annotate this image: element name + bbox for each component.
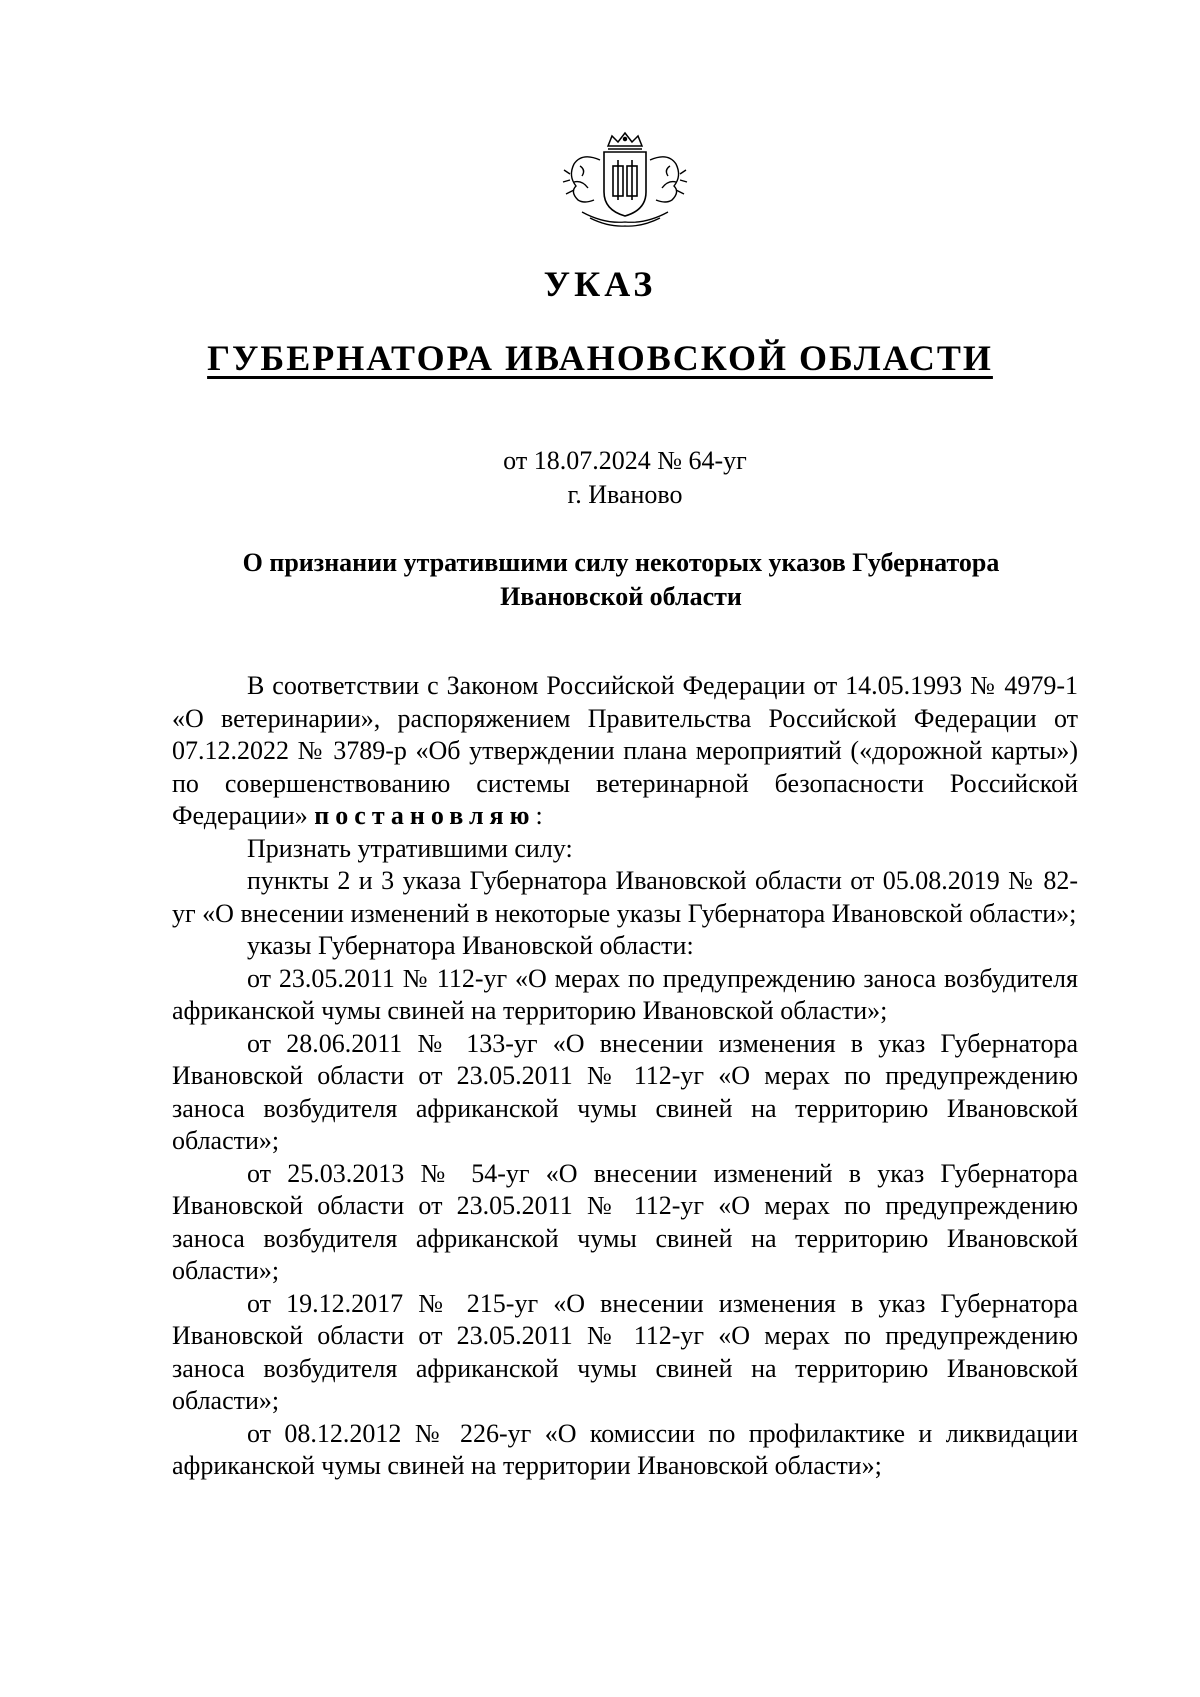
body-paragraph: от 28.06.2011 № 133-уг «О внесении изменения в указ Губернатора Ивановской области от 23.05.2011 № 112-уг «О мерах по предупреждению заноса возбудителя африканской чумы свиней на территорию Ивановской области»; xyxy=(172,1028,1078,1155)
body-paragraph: от 19.12.2017 № 215-уг «О внесении изменения в указ Губернатора Ивановской области от 23.05.2011 № 112-уг «О мерах по предупреждению заноса возбудителя африканской чумы свиней на территорию Ивановской области»; xyxy=(172,1288,1078,1415)
city: г. Иваново xyxy=(567,480,683,509)
body-paragraph: указы Губернатора Ивановской области: xyxy=(247,931,694,960)
resolve-word: постановляю xyxy=(314,801,536,830)
document-meta xyxy=(0,444,1200,512)
body-paragraph: Признать утратившими силу: xyxy=(247,833,573,863)
ribbon-icon xyxy=(582,212,668,226)
decree-label: УКАЗ xyxy=(543,264,657,304)
left-supporter-icon xyxy=(563,157,600,202)
coat-of-arms-icon xyxy=(560,130,690,230)
body-paragraph: от 08.12.2012 № 226-уг «О комиссии по профилактике и ликвидации африканской чумы свиней на территории Ивановской области»; xyxy=(172,1418,1078,1480)
shield-icon xyxy=(604,152,646,216)
body-paragraph: от 23.05.2011 № 112-уг «О мерах по предупреждению заноса возбудителя африканской чумы свиней на территорию Ивановской области»; xyxy=(172,963,1078,1025)
document-body xyxy=(172,670,1078,1483)
right-supporter-icon xyxy=(650,157,687,202)
date-number: от 18.07.2024 № 64-уг xyxy=(503,446,747,475)
body-paragraph: от 25.03.2013 № 54-уг «О внесении изменений в указ Губернатора Ивановской области от 23.05.2011 № 112-уг «О мерах по предупреждению заноса возбудителя африканской чумы свиней на территорию Ивановской области»; xyxy=(172,1158,1078,1285)
document-subject: О признании утратившими силу некоторых указов Губернатора Ивановской области xyxy=(242,548,1000,611)
issuer-heading-text: ГУБЕРНАТОРА ИВАНОВСКОЙ ОБЛАСТИ xyxy=(207,338,993,378)
body-paragraph: пункты 2 и 3 указа Губернатора Ивановской области от 05.08.2019 № 82-уг «О внесении изменений в некоторые указы Губернатора Ивановской области»; xyxy=(172,866,1078,928)
crown-icon xyxy=(608,133,642,149)
resolve-suffix: : xyxy=(535,801,543,830)
preamble-paragraph xyxy=(172,670,1078,833)
preamble-text: В соответствии с Законом Российской Федерации от 14.05.1993 № 4979-1 «О ветеринарии», распоряжением Правительства Российской Федерации от 07.12.2022 № 3789-р «Об утверждении плана мероприятий («дорожной карты») по совершенствованию системы ветеринарной безопасности Российской Федерации» xyxy=(172,671,1078,830)
issuer-heading xyxy=(0,336,1200,380)
